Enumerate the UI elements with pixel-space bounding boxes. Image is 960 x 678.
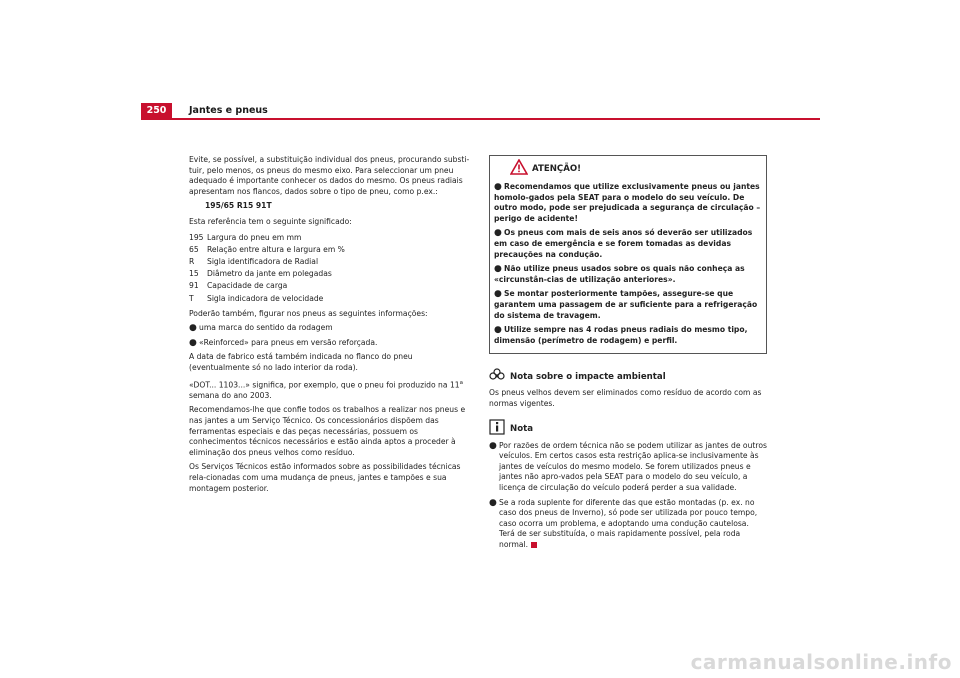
code-value: Sigla identificadora de Radial xyxy=(207,256,319,266)
services-paragraph: Os Serviços Técnicos estão informados sobre as possibilidades técnicas rela-cionadas com uma mudança de pneus, jantes e tampões e sua montagem posterior. xyxy=(189,462,461,493)
warning-item xyxy=(494,182,762,224)
page-number: 250 xyxy=(141,103,172,119)
note-title: Nota xyxy=(510,423,534,434)
warning-item xyxy=(494,228,762,260)
warning-item-text: Não utilize pneus usados sobre os quais não conheça as «circunstân-cias de utilização anteriores». xyxy=(494,264,745,284)
environment-flower-icon xyxy=(489,368,510,386)
code-key: 195 xyxy=(189,232,204,242)
code-row xyxy=(189,293,474,305)
note-header xyxy=(489,419,767,439)
dot-example-paragraph xyxy=(189,378,474,402)
warning-item-text: Os pneus com mais de seis anos só deverão ser utilizados em caso de emergência e se forem tomadas as devidas precauções na condução. xyxy=(494,228,753,259)
ordinal-superscript: a xyxy=(459,379,463,386)
bullet-icon: ● xyxy=(494,228,502,239)
code-row xyxy=(189,256,474,268)
right-column xyxy=(489,155,767,555)
recommend-paragraph: Recomendamos-lhe que confie todos os trabalhos a realizar nos pneus e nas jantes a um Serviço Técnico. Os concessionários dispõem das ferramentas especiais e das peças necessárias, possuem os conhecimentos técnicos necessários e estão ainda aptos a proceder à eliminação dos pneus velhos como resíduo. xyxy=(189,405,466,457)
intro-paragraph: Evite, se possível, a substituição individual dos pneus, procurando substi-tuir, pelo menos, os pneus do mesmo eixo. Para seleccionar um pneu adequado é importante conhecer os dados do mesmo. Os pneus radiais apresentam nos flancos, dados sobre o tipo de pneu, como p.ex.: xyxy=(189,155,470,196)
code-key: 15 xyxy=(189,269,199,279)
bullet-icon: ● xyxy=(494,325,502,336)
note-item xyxy=(489,498,767,551)
code-value: Capacidade de carga xyxy=(207,281,288,291)
list-item-text: «Reinforced» para pneus em versão reforçada. xyxy=(199,337,378,347)
code-value: Sigla indicadora de velocidade xyxy=(207,293,324,303)
dot-date-paragraph: A data de fabrico está também indicada no flanco do pneu (eventualmente só no lado interior da roda). xyxy=(189,352,413,373)
code-key: R xyxy=(189,256,195,266)
also-intro: Poderão também, figurar nos pneus as seguintes informações: xyxy=(189,308,428,318)
bullet-icon: ● xyxy=(189,337,197,348)
code-row xyxy=(189,232,474,244)
environment-note-title: Nota sobre o impacte ambiental xyxy=(510,371,666,382)
list-item xyxy=(189,338,474,349)
code-row xyxy=(189,280,474,292)
warning-header xyxy=(510,156,762,182)
list-item-text: uma marca do sentido da rodagem xyxy=(199,323,333,333)
bullet-icon: ● xyxy=(489,497,497,508)
header-rule xyxy=(141,118,820,120)
code-key: T xyxy=(189,293,194,303)
section-title: Jantes e pneus xyxy=(189,105,268,116)
section-end-marker xyxy=(531,542,537,548)
dot-example-text: «DOT... 1103...» significa, por exemplo, que o pneu foi produzido na 11 xyxy=(189,380,460,390)
code-value: Diâmetro da jante em polegadas xyxy=(207,269,332,279)
warning-item-text: Se montar posteriormente tampões, assegure-se que garantem uma passagem de ar suficiente para a refrigeração do sistema de travagem. xyxy=(494,289,758,320)
warning-box xyxy=(489,155,767,354)
warning-item-text: Utilize sempre nas 4 rodas pneus radiais do mesmo tipo, dimensão (perímetro de rodagem) e perfil. xyxy=(494,325,748,345)
code-value: Relação entre altura e largura em % xyxy=(207,244,345,254)
bullet-icon: ● xyxy=(494,264,502,275)
bullet-icon: ● xyxy=(494,289,502,300)
bullet-icon: ● xyxy=(189,323,197,334)
bullet-icon: ● xyxy=(494,182,502,192)
info-note-icon xyxy=(489,419,510,439)
tire-code-example: 195/65 R15 91T xyxy=(205,201,272,211)
warning-triangle-icon xyxy=(510,159,528,179)
dot-example-text-end: semana do ano 2003. xyxy=(189,390,272,400)
note-item-text: Por razões de ordem técnica não se podem utilizar as jantes de outros veículos. Em certos casos esta restrição aplica-se inclusivamente às jantes de veículos do mesmo modelo. Se forem utilizados pneus e jantes não apro-vados pela SEAT para o modelo do seu veículo, a licença de circulação do veículo poderá perder a sua validade. xyxy=(499,440,767,493)
code-row xyxy=(189,244,474,256)
warning-item-text: Recomendamos que utilize exclusivamente pneus ou jantes homolo-gados pela SEAT para o modelo do seu veículo. De outro modo, pode ser prejudicada a segurança de circulação – perigo de acidente! xyxy=(494,182,761,223)
watermark: carmanualsonline.info xyxy=(690,650,952,674)
tire-code-legend xyxy=(189,232,474,305)
code-key: 65 xyxy=(189,244,199,254)
note-item xyxy=(489,441,767,494)
environment-note-text: Os pneus velhos devem ser eliminados como resíduo de acordo com as normas vigentes. xyxy=(489,387,762,408)
list-item xyxy=(189,323,474,334)
meaning-intro: Esta referência tem o seguinte significado: xyxy=(189,216,352,226)
warning-item xyxy=(494,264,762,285)
code-key: 91 xyxy=(189,281,199,291)
environment-note-header xyxy=(489,368,767,386)
bullet-icon: ● xyxy=(489,440,497,451)
code-row xyxy=(189,268,474,280)
warning-item xyxy=(494,289,762,321)
note-item-text: Se a roda suplente for diferente das que estão montadas (p. ex. no caso dos pneus de Inverno), só pode ser utilizada por pouco tempo, caso ocorra um problema, e adoptando uma condução cautelosa. Terá de ser substituída, o mais rapidamente possível, pela roda normal. xyxy=(499,497,758,550)
warning-title: ATENÇÃO! xyxy=(532,163,582,174)
left-column xyxy=(189,155,474,498)
code-value: Largura do pneu em mm xyxy=(207,232,302,242)
warning-item xyxy=(494,325,762,346)
